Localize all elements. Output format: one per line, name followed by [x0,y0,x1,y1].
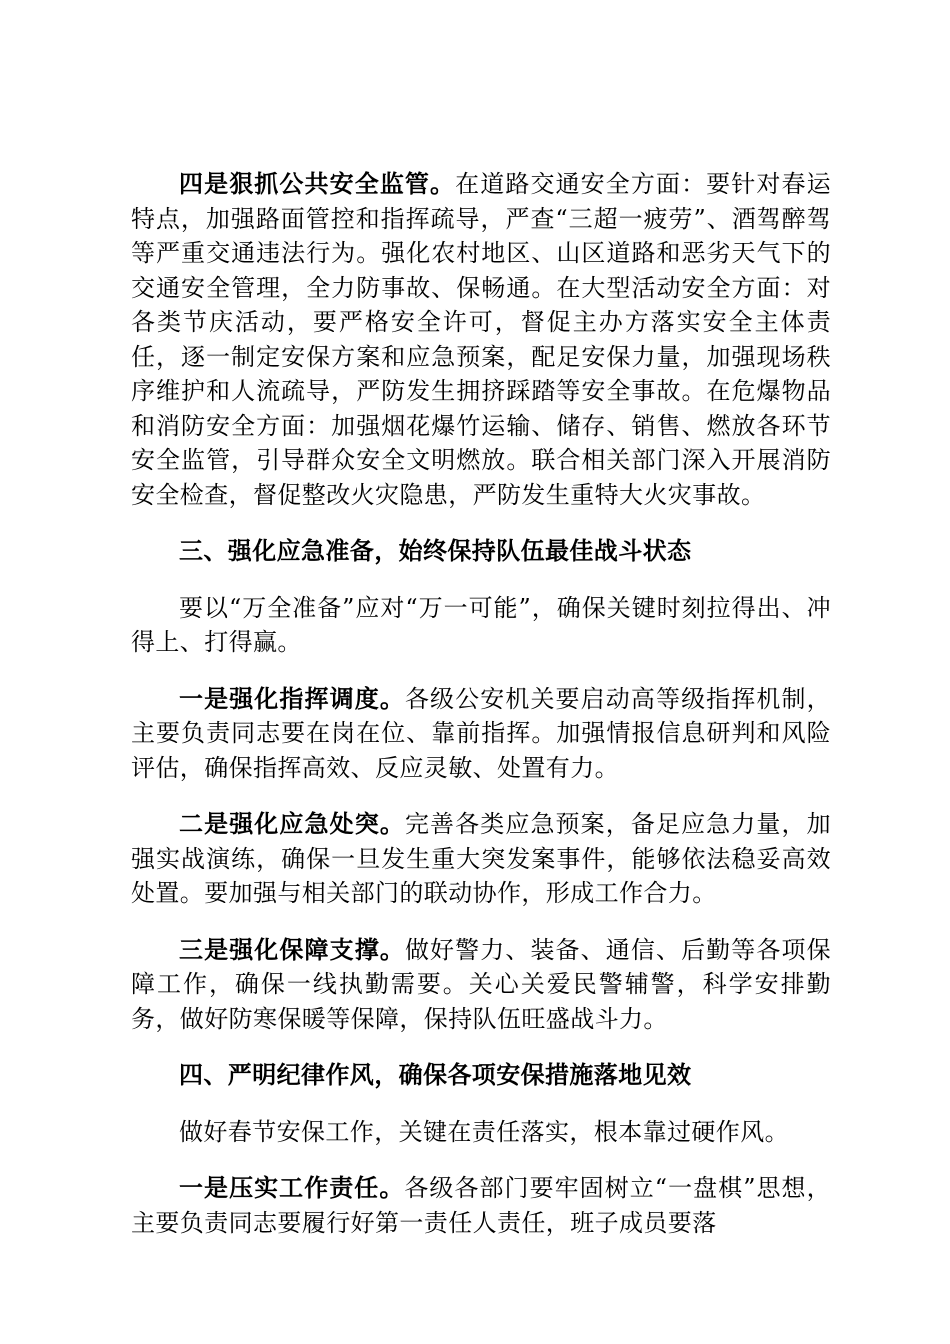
section-heading-3: 三、强化应急准备，始终保持队伍最佳战斗状态 [179,536,692,565]
paragraph-responsibility [131,1171,831,1240]
paragraph-lead: 二是强化应急处突。 [179,809,405,838]
paragraph-public-safety [131,167,831,512]
document-body [131,167,831,1240]
paragraph-text: 在道路交通安全方面：要针对春运特点，加强路面管控和指挥疏导，严查“三超一疲劳”、酒驾醉驾等严重交通违法行为。强化农村地区、山区道路和恶劣天气下的交通安全管理，全力防事故、保畅通。在大型活动安全方面：对各类节庆活动，要严格安全许可，督促主办方落实安全主体责任，逐一制定安保方案和应急预案，配足安保力量，加强现场秩序维护和人流疏导，严防发生拥挤踩踏等安全事故。在危爆物品和消防安全方面：加强烟花爆竹运输、储存、销售、燃放各环节安全监管，引导群众安全文明燃放。联合相关部门深入开展消防安全检查，督促整改火灾隐患，严防发生重特大火灾事故。 [131,170,831,509]
paragraph-text: 完善各类应急预案，备足应急力量，加强实战演练，确保一旦发生重大突发案事件，能够依法稳妥高效处置。要加强与相关部门的联动协作，形成工作合力。 [131,810,831,907]
paragraph-lead: 四是狠抓公共安全监管。 [179,169,456,198]
paragraph-lead: 三是强化保障支撑。 [179,934,405,964]
paragraph-text: 做好警力、装备、通信、后勤等各项保障工作，确保一线执勤需要。关心关爱民警辅警，科学安排勤务，做好防寒保暖等保障，保持队伍旺盛战斗力。 [131,935,831,1033]
paragraph-command [131,682,831,786]
paragraph-lead: 一是强化指挥调度。 [179,683,405,713]
paragraph-text: 各级各部门要牢固树立“一盘棋”思想，主要负责同志要履行好第一责任人责任，班子成员要落 [131,1174,831,1237]
paragraph-text: 各级公安机关要启动高等级指挥机制，主要负责同志要在岗在位、靠前指挥。加强情报信息研判和风险评估，确保指挥高效、反应灵敏、处置有力。 [131,684,831,782]
paragraph-support [131,933,831,1037]
paragraph-intro-4: 做好春节安保工作，关键在责任落实，根本靠过硬作风。 [179,1117,789,1146]
paragraph-emergency [131,807,831,911]
section-heading-4: 四、严明纪律作风，确保各项安保措施落地见效 [179,1060,692,1089]
paragraph-intro-3: 要以“万全准备”应对“万一可能”，确保关键时刻拉得出、冲得上、打得赢。 [131,593,831,656]
paragraph-lead: 一是压实工作责任。 [179,1173,405,1202]
